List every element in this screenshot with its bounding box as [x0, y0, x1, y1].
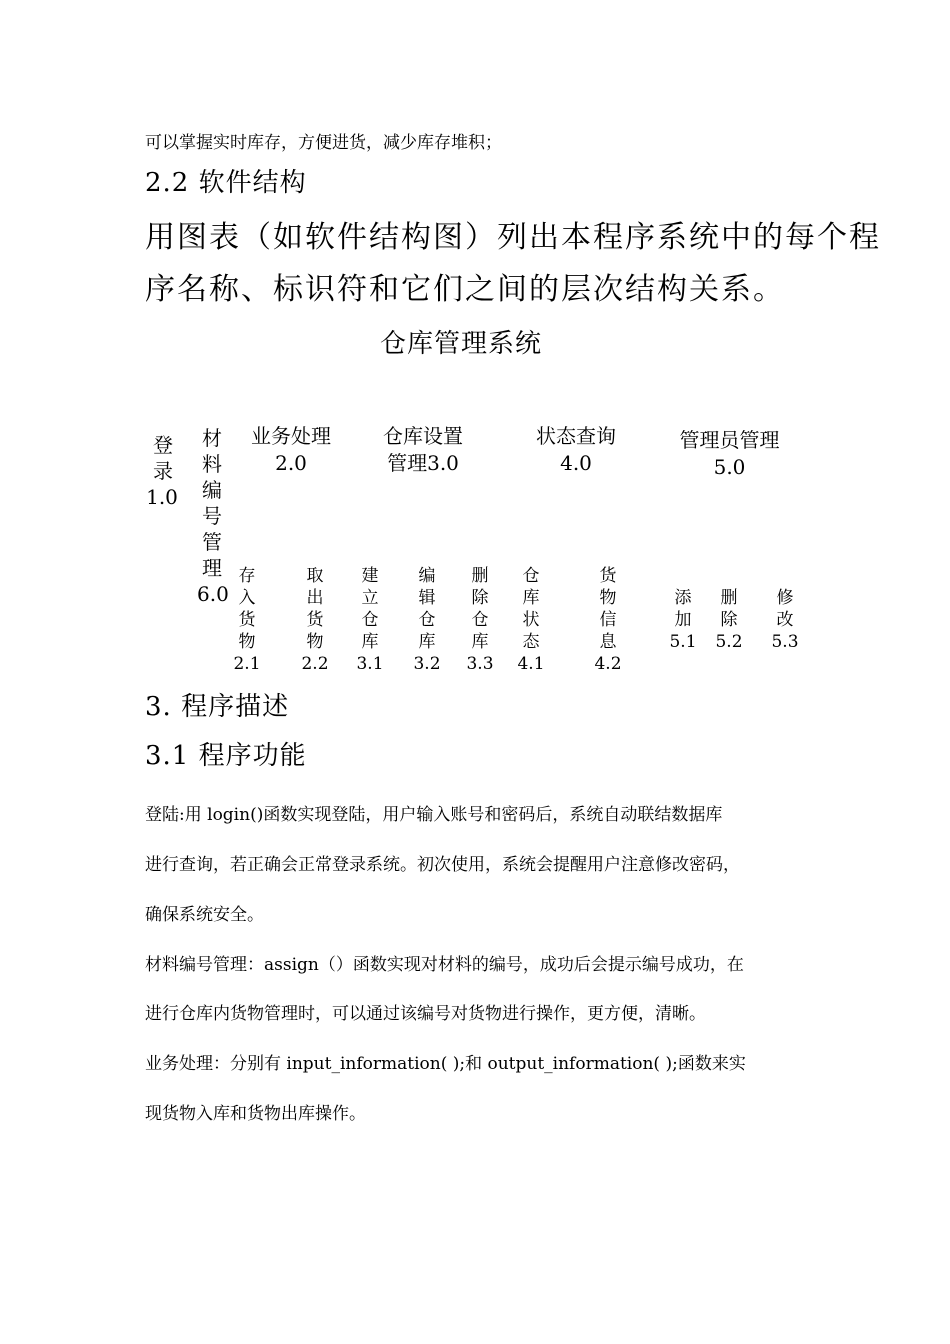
section-2-2-paragraph-line-2: 序名称、标识符和它们之间的层次结构关系。	[145, 272, 785, 307]
leaf-admin-add	[663, 587, 703, 653]
section-3-heading: 3. 程序描述	[145, 692, 290, 722]
node-status-label: 状态查询	[536, 424, 616, 448]
node-warehouse-label-2: 管理3.0	[387, 451, 459, 475]
login-description-line-1: 登陆:用 login()函数实现登陆，用户输入账号和密码后，系统自动联结数据库	[145, 805, 723, 825]
leaf-char: 息	[599, 632, 617, 652]
leaf-char: 编	[418, 566, 436, 586]
leaf-char: 仓	[418, 610, 436, 630]
leaf-number: 3.3	[466, 654, 494, 674]
leaf-char: 仓	[471, 610, 489, 630]
leaf-char: 库	[361, 632, 379, 652]
node-business-number: 2.0	[275, 451, 307, 475]
leaf-char: 除	[471, 588, 489, 608]
leaf-delete-warehouse	[460, 565, 500, 675]
leaf-char: 修	[776, 588, 794, 608]
node-business	[246, 423, 336, 477]
leaf-char: 货	[599, 566, 617, 586]
leaf-char: 辑	[418, 588, 436, 608]
node-admin-number: 5.0	[713, 455, 746, 479]
section-2-2-heading: 2.2 软件结构	[145, 168, 307, 198]
leaf-number: 5.2	[715, 632, 743, 652]
leaf-char: 改	[776, 610, 794, 630]
intro-paragraph: 可以掌握实时库存，方便进货，减少库存堆积；	[145, 133, 502, 153]
leaf-char: 立	[361, 588, 379, 608]
leaf-char: 库	[522, 588, 540, 608]
leaf-number: 2.1	[233, 654, 261, 674]
leaf-char: 加	[674, 610, 692, 630]
node-material-char: 号	[202, 504, 222, 528]
node-material-char: 编	[202, 478, 222, 502]
leaf-char: 物	[599, 588, 617, 608]
section-3-1-heading: 3.1 程序功能	[145, 741, 307, 771]
node-material-char: 材	[202, 426, 222, 450]
node-warehouse-label-1: 仓库设置	[383, 424, 463, 448]
node-login-number: 1.0	[146, 485, 178, 509]
leaf-number: 5.3	[771, 632, 799, 652]
leaf-char: 仓	[522, 566, 540, 586]
leaf-warehouse-status	[511, 565, 551, 675]
leaf-char: 物	[306, 632, 324, 652]
leaf-admin-modify	[765, 587, 805, 653]
node-status-number: 4.0	[560, 451, 592, 475]
leaf-number: 3.1	[356, 654, 384, 674]
login-description-line-2: 进行查询，若正确会正常登录系统。初次使用，系统会提醒用户注意修改密码，	[145, 855, 740, 875]
leaf-char: 态	[522, 632, 540, 652]
node-business-label: 业务处理	[251, 424, 331, 448]
node-login-char: 登	[153, 433, 173, 457]
leaf-goods-info	[588, 565, 628, 675]
node-material-char: 料	[202, 452, 222, 476]
leaf-char: 出	[306, 588, 324, 608]
leaf-char: 取	[306, 566, 324, 586]
node-material-char: 管	[202, 530, 222, 554]
node-admin-label: 管理员管理	[679, 428, 780, 452]
leaf-char: 物	[238, 632, 256, 652]
leaf-edit-warehouse	[407, 565, 447, 675]
leaf-char: 库	[471, 632, 489, 652]
business-description-line-2: 现货物入库和货物出库操作。	[145, 1104, 366, 1124]
leaf-char: 货	[306, 610, 324, 630]
leaf-char: 状	[522, 610, 540, 630]
node-admin-management	[672, 427, 787, 481]
material-description-line-1: 材料编号管理：assign（）函数实现对材料的编号，成功后会提示编号成功，在	[145, 955, 744, 975]
leaf-number: 2.2	[301, 654, 329, 674]
leaf-char: 入	[238, 588, 256, 608]
leaf-create-warehouse	[350, 565, 390, 675]
section-2-2-paragraph-line-1: 用图表（如软件结构图）列出本程序系统中的每个程	[145, 220, 881, 255]
leaf-number: 3.2	[413, 654, 441, 674]
leaf-char: 删	[720, 588, 738, 608]
login-description-line-3: 确保系统安全。	[145, 905, 264, 925]
leaf-char: 除	[720, 610, 738, 630]
node-login	[148, 432, 178, 510]
node-material-char: 理	[202, 556, 222, 580]
node-status-query	[531, 423, 621, 477]
leaf-store-goods	[227, 565, 267, 675]
leaf-admin-delete	[709, 587, 749, 653]
leaf-char: 信	[599, 610, 617, 630]
leaf-retrieve-goods	[295, 565, 335, 675]
leaf-number: 5.1	[669, 632, 697, 652]
leaf-char: 仓	[361, 610, 379, 630]
business-description-line-1: 业务处理：分别有 input_information( );和 output_information( );函数来实	[145, 1054, 746, 1074]
leaf-number: 4.2	[594, 654, 622, 674]
leaf-number: 4.1	[517, 654, 545, 674]
leaf-char: 库	[418, 632, 436, 652]
node-login-char: 录	[153, 459, 173, 483]
leaf-char: 建	[361, 566, 379, 586]
leaf-char: 货	[238, 610, 256, 630]
leaf-char: 存	[238, 566, 256, 586]
node-material-number: 6.0	[197, 582, 229, 606]
leaf-char: 删	[471, 566, 489, 586]
node-warehouse-settings	[378, 423, 468, 477]
material-description-line-2: 进行仓库内货物管理时，可以通过该编号对货物进行操作，更方便，清晰。	[145, 1004, 706, 1024]
leaf-char: 添	[674, 588, 692, 608]
node-material-numbering	[197, 425, 227, 607]
diagram-title: 仓库管理系统	[380, 329, 543, 359]
